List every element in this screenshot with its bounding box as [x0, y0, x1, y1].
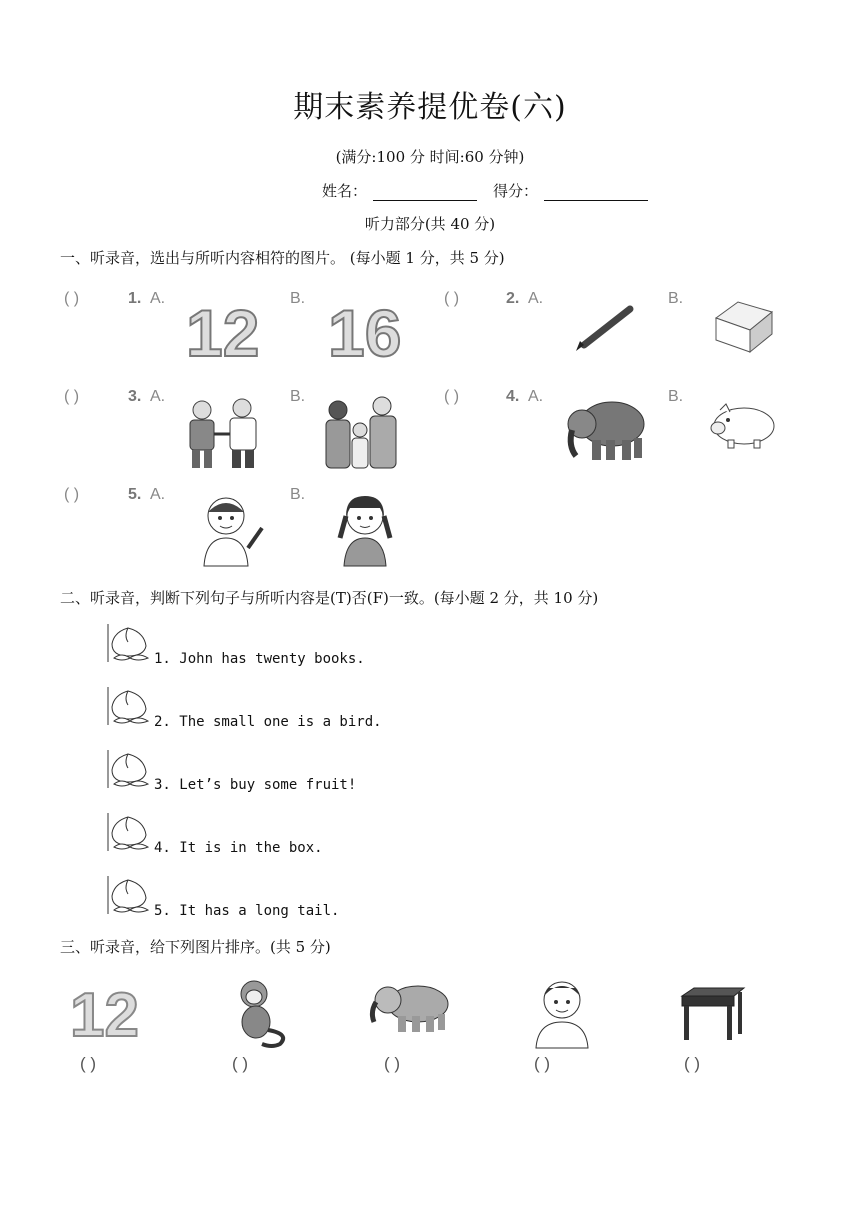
q3-opt-b: B.	[290, 388, 306, 405]
sort-bracket-4[interactable]: ( )	[534, 1054, 551, 1073]
sort-number-12-image[interactable]	[70, 981, 150, 1050]
sort-bracket-2[interactable]: ( )	[232, 1054, 249, 1073]
sort-elephant-image[interactable]	[368, 982, 454, 1034]
number-16-image[interactable]	[328, 296, 408, 370]
sentence-2: 2. The small one is a bird.	[154, 714, 382, 730]
score-label: 得分：	[493, 182, 539, 200]
girl-image[interactable]	[334, 494, 396, 568]
peach-answer-box-2-icon[interactable]	[104, 685, 154, 727]
q5-opt-a: A.	[150, 486, 166, 503]
peach-answer-box-5-icon[interactable]	[104, 874, 154, 916]
page-title: 期末素养提优卷(六)	[293, 90, 567, 125]
exam-info: (满分:100 分 时间:60 分钟)	[335, 148, 525, 166]
section1-heading: 一、听录音，选出与所听内容相符的图片。 (每小题 1 分，共 5 分)	[60, 249, 505, 267]
sort-bracket-3[interactable]: ( )	[384, 1054, 401, 1073]
section2-heading: 二、听录音，判断下列句子与所听内容是(T)否(F)一致。(每小题 2 分，共 10 分)	[60, 589, 599, 607]
q2-number: 2.	[506, 290, 520, 307]
sentence-3: 3. Let’s buy some fruit!	[154, 777, 357, 793]
q1-number: 1.	[128, 290, 142, 307]
number-12-image[interactable]	[186, 296, 266, 370]
name-label: 姓名：	[322, 182, 368, 200]
sort-bracket-1[interactable]: ( )	[80, 1054, 97, 1073]
answer-paren-3[interactable]: ( )	[64, 388, 80, 405]
svg-text:12: 12	[186, 296, 260, 370]
answer-paren-4[interactable]: ( )	[444, 388, 460, 405]
section3-heading: 三、听录音，给下列图片排序。(共 5 分)	[60, 938, 331, 956]
pig-image[interactable]	[706, 402, 776, 450]
listening-heading: 听力部分(共 40 分)	[364, 215, 496, 233]
pencil-image[interactable]	[574, 305, 636, 353]
answer-paren-5[interactable]: ( )	[64, 486, 80, 503]
answer-paren-2[interactable]: ( )	[444, 290, 460, 307]
q5-number: 5.	[128, 486, 142, 503]
q1-opt-b: B.	[290, 290, 306, 307]
peach-answer-box-4-icon[interactable]	[104, 811, 154, 853]
q4-number: 4.	[506, 388, 520, 405]
answer-paren-1[interactable]: ( )	[64, 290, 80, 307]
q5-opt-b: B.	[290, 486, 306, 503]
sentence-4: 4. It is in the box.	[154, 840, 323, 856]
boy-image[interactable]	[198, 494, 270, 568]
q3-number: 3.	[128, 388, 142, 405]
q2-opt-a: A.	[528, 290, 544, 307]
svg-text:12: 12	[70, 981, 139, 1050]
svg-text:16: 16	[328, 296, 402, 370]
family-image[interactable]	[322, 396, 408, 470]
q2-opt-b: B.	[668, 290, 684, 307]
eraser-image[interactable]	[712, 296, 776, 354]
score-blank[interactable]	[544, 184, 648, 201]
q3-opt-a: A.	[150, 388, 166, 405]
sentence-5: 5. It has a long tail.	[154, 903, 340, 919]
name-score-line	[322, 180, 658, 201]
sort-desk-image[interactable]	[680, 986, 746, 1042]
q4-opt-a: A.	[528, 388, 544, 405]
sort-monkey-image[interactable]	[232, 978, 290, 1048]
peach-answer-box-3-icon[interactable]	[104, 748, 154, 790]
two-men-handshake-image[interactable]	[184, 396, 270, 470]
q1-opt-a: A.	[150, 290, 166, 307]
sort-bracket-5[interactable]: ( )	[684, 1054, 701, 1073]
sort-boy-image[interactable]	[532, 976, 592, 1048]
sentence-1: 1. John has twenty books.	[154, 651, 365, 667]
peach-answer-box-1-icon[interactable]	[104, 622, 154, 664]
q4-opt-b: B.	[668, 388, 684, 405]
elephant-image[interactable]	[566, 398, 648, 462]
name-blank[interactable]	[373, 184, 477, 201]
